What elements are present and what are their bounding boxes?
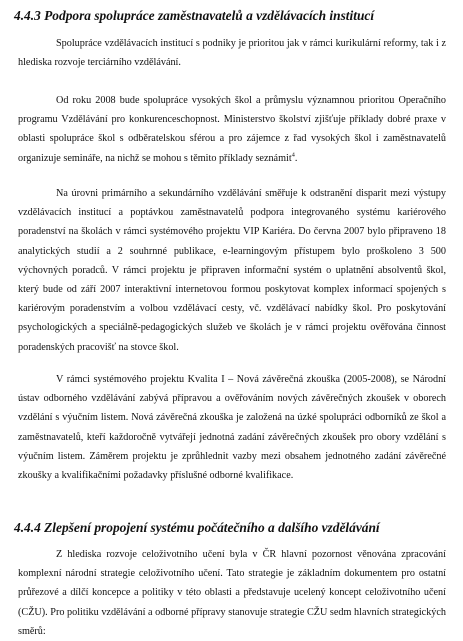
paragraph-cooperation-priority: Spolupráce vzdělávacích institucí s podniky je prioritou jak v rámci kurikulární reformy, tak i z hlediska rozvoje terciárního vzdělávání. <box>18 38 446 69</box>
paragraph-career-guidance: Na úrovni primárního a sekundárního vzdělávání směřuje k odstranění disparit mezi výstupy vzdělávacích institucí a poptávkou zaměstnavatelů podpora integrovaného systému kariérového poradenství na školách v rámci systémového projektu VIP Kariéra. Do června 2007 bylo připraveno 18 analytických studií a 2 souhrnné publikace, e-learningovým přístupem bylo proškoleno 3 500 výchovných poradců. V rámci projektu je připraven informační systém o uplatnění absolventů škol, který bude od září 2007 interaktivní internetovou formou poskytovat komplex informací spojených s kariérovým poradenstvím a volbou vzdělávací cesty, vč. vzdělávací nabídky škol. Pro poskytování psychologických a speciálně-pedagogických služeb ve školách je v rámci projektu ověřována činnost poradenských pracovišť na stovce škol. <box>18 188 446 353</box>
section-heading-4-4-3: 4.4.3 Podpora spolupráce zaměstnavatelů a vzdělávacích institucí <box>14 8 375 23</box>
paragraph-lifelong-learning: Z hlediska rozvoje celoživotního učení byla v ČR hlavní pozornost věnována zpracování komplexní národní strategie celoživotního učení. Tato strategie je základním dokumentem pro ostatní průřezové a dílčí koncepce a politiky v této oblasti a představuje ucelený koncept celoživotního učení (CŽU). Pro politiku vzdělávání a odborné přípravy stanovuje strategie CŽU sedm hlavních strategických směrů: <box>18 549 446 637</box>
paragraph-final-exam: V rámci systémového projektu Kvalita I – Nová závěrečná zkouška (2005-2008), se Národní ústav odborného vzdělávání zabývá přípravou a ověřováním nových závěrečných zkoušek v oborech vzdělání s výučním listem. Nová závěrečná zkouška je založená na úzké spolupráci odborníků ze škol a zaměstnavatelů, kteří každoročně vytvářejí jednotná zadání závěrečných zkoušek pro obory vzdělání s výučním listem. Záměrem projektu je zprůhlednit vazby mezi obsahem jednotného zadání závěrečné zkoušky a kvalifikačními požadavky příslušné odborné kvalifikace. <box>18 374 446 482</box>
section-heading-4-4-4: 4.4.4 Zlepšení propojení systému počátečního a dalšího vzdělávání <box>14 520 380 535</box>
paragraph-text: Od roku 2008 bude spolupráce vysokých škol a průmyslu významnou prioritou Operačního programu Vzdělávání pro konkurenceschopnost. Ministerstvo školství zjišťuje příklady dobré praxe v oblasti spolupráce škol s odběratelskou sférou a pro zájemce z řad vysokých škol i zaměstnavatelů organizuje semináře, na nichž se mohou s těmito příklady seznámit <box>18 95 446 164</box>
paragraph-end: . <box>294 152 298 164</box>
footnote-reference[interactable]: 4 <box>291 151 295 159</box>
paragraph-operational-programme <box>18 91 446 168</box>
